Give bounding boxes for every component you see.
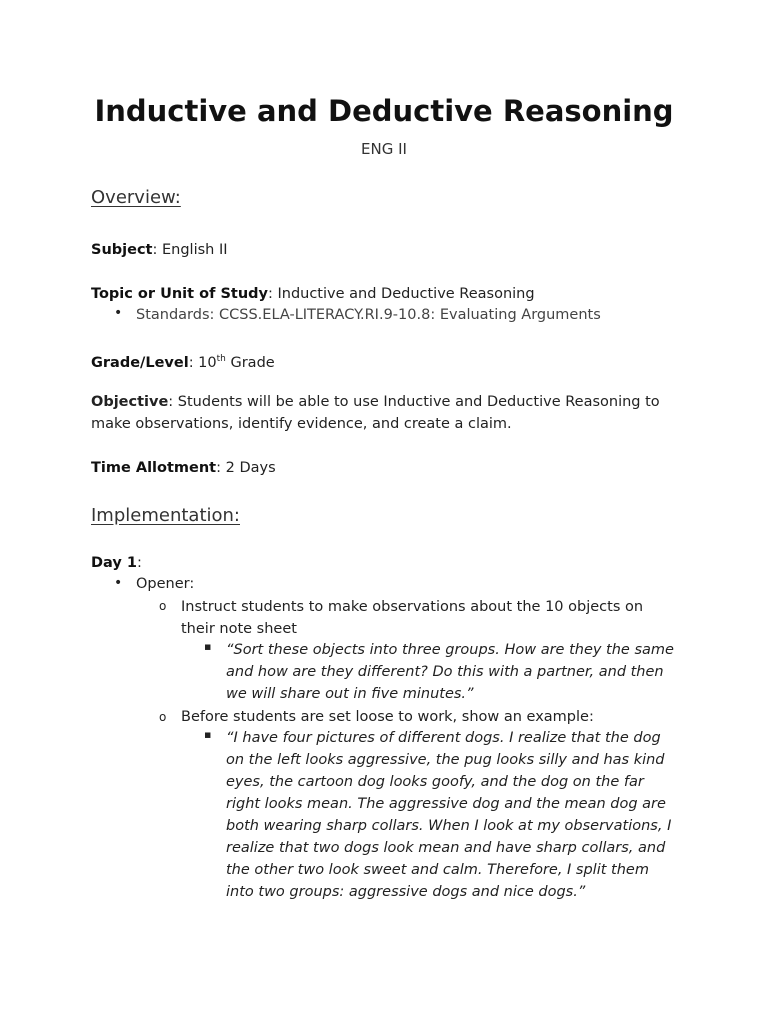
grade-suffix: Grade xyxy=(225,354,275,371)
item2-text: Before students are set loose to work, show an example: xyxy=(181,709,594,725)
overview-heading: Overview: xyxy=(91,187,181,208)
topic-label: Topic or Unit of Study xyxy=(91,286,268,302)
subject-value: : English II xyxy=(152,242,228,258)
subject-label: Subject xyxy=(91,242,153,258)
objective-label: Objective xyxy=(91,394,169,410)
item1-text: Instruct students to make observations about the 10 objects on their note sheet xyxy=(181,599,644,637)
day-label: Day 1 xyxy=(91,555,137,571)
opener-bullet: • xyxy=(114,575,123,591)
time-line xyxy=(91,457,276,479)
standards-bullet: • xyxy=(114,305,123,321)
objective-value: : Students will be able to use Inductive and Deductive Reasoning to make observations, identify evidence, and create a claim. xyxy=(91,394,660,432)
day-line xyxy=(91,552,142,574)
item1-quote-marker: ▪ xyxy=(204,640,212,653)
topic-value: : Inductive and Deductive Reasoning xyxy=(267,286,535,302)
opener-label: Opener: xyxy=(136,576,195,592)
item2-marker: o xyxy=(159,710,167,724)
standards-label: Standards: xyxy=(136,307,220,323)
standards-line xyxy=(136,304,601,326)
day-colon: : xyxy=(136,555,142,571)
item1-quote: “Sort these objects into three groups. How are they the same and how are they different? Do this with a partner, and then we will share out in five minutes.” xyxy=(226,642,674,702)
implementation-heading: Implementation: xyxy=(91,505,240,526)
topic-line xyxy=(91,283,535,305)
time-label: Time Allotment xyxy=(91,460,217,476)
item2-quote: “I have four pictures of different dogs. I realize that the dog on the left looks aggressive, the pug looks silly and has kind eyes, the cartoon dog looks goofy, and the dog on the far right looks mean. The aggressive dog and the mean dog are both wearing sharp collars. When I look at my observations, I realize that two dogs look mean and have sharp collars, and the other two look sweet and calm. Therefore, I split them into two groups: aggressive dogs and nice dogs.” xyxy=(226,730,672,900)
objective-paragraph xyxy=(91,391,671,435)
standards-desc: : Evaluating Arguments xyxy=(430,307,601,323)
standards-code: CCSS.ELA-LITERACY.RI.9-10.8 xyxy=(219,307,431,323)
grade-sup: th xyxy=(216,354,226,364)
grade-label: Grade/Level xyxy=(91,354,189,371)
item2-quote-marker: ▪ xyxy=(204,728,212,741)
document-title: Inductive and Deductive Reasoning xyxy=(94,94,674,128)
document-subtitle: ENG II xyxy=(361,140,407,158)
time-value: : 2 Days xyxy=(216,460,276,476)
grade-line xyxy=(91,348,275,374)
subject-line xyxy=(91,239,228,261)
grade-prefix: : 10 xyxy=(188,354,217,371)
item1-marker: o xyxy=(159,599,167,613)
